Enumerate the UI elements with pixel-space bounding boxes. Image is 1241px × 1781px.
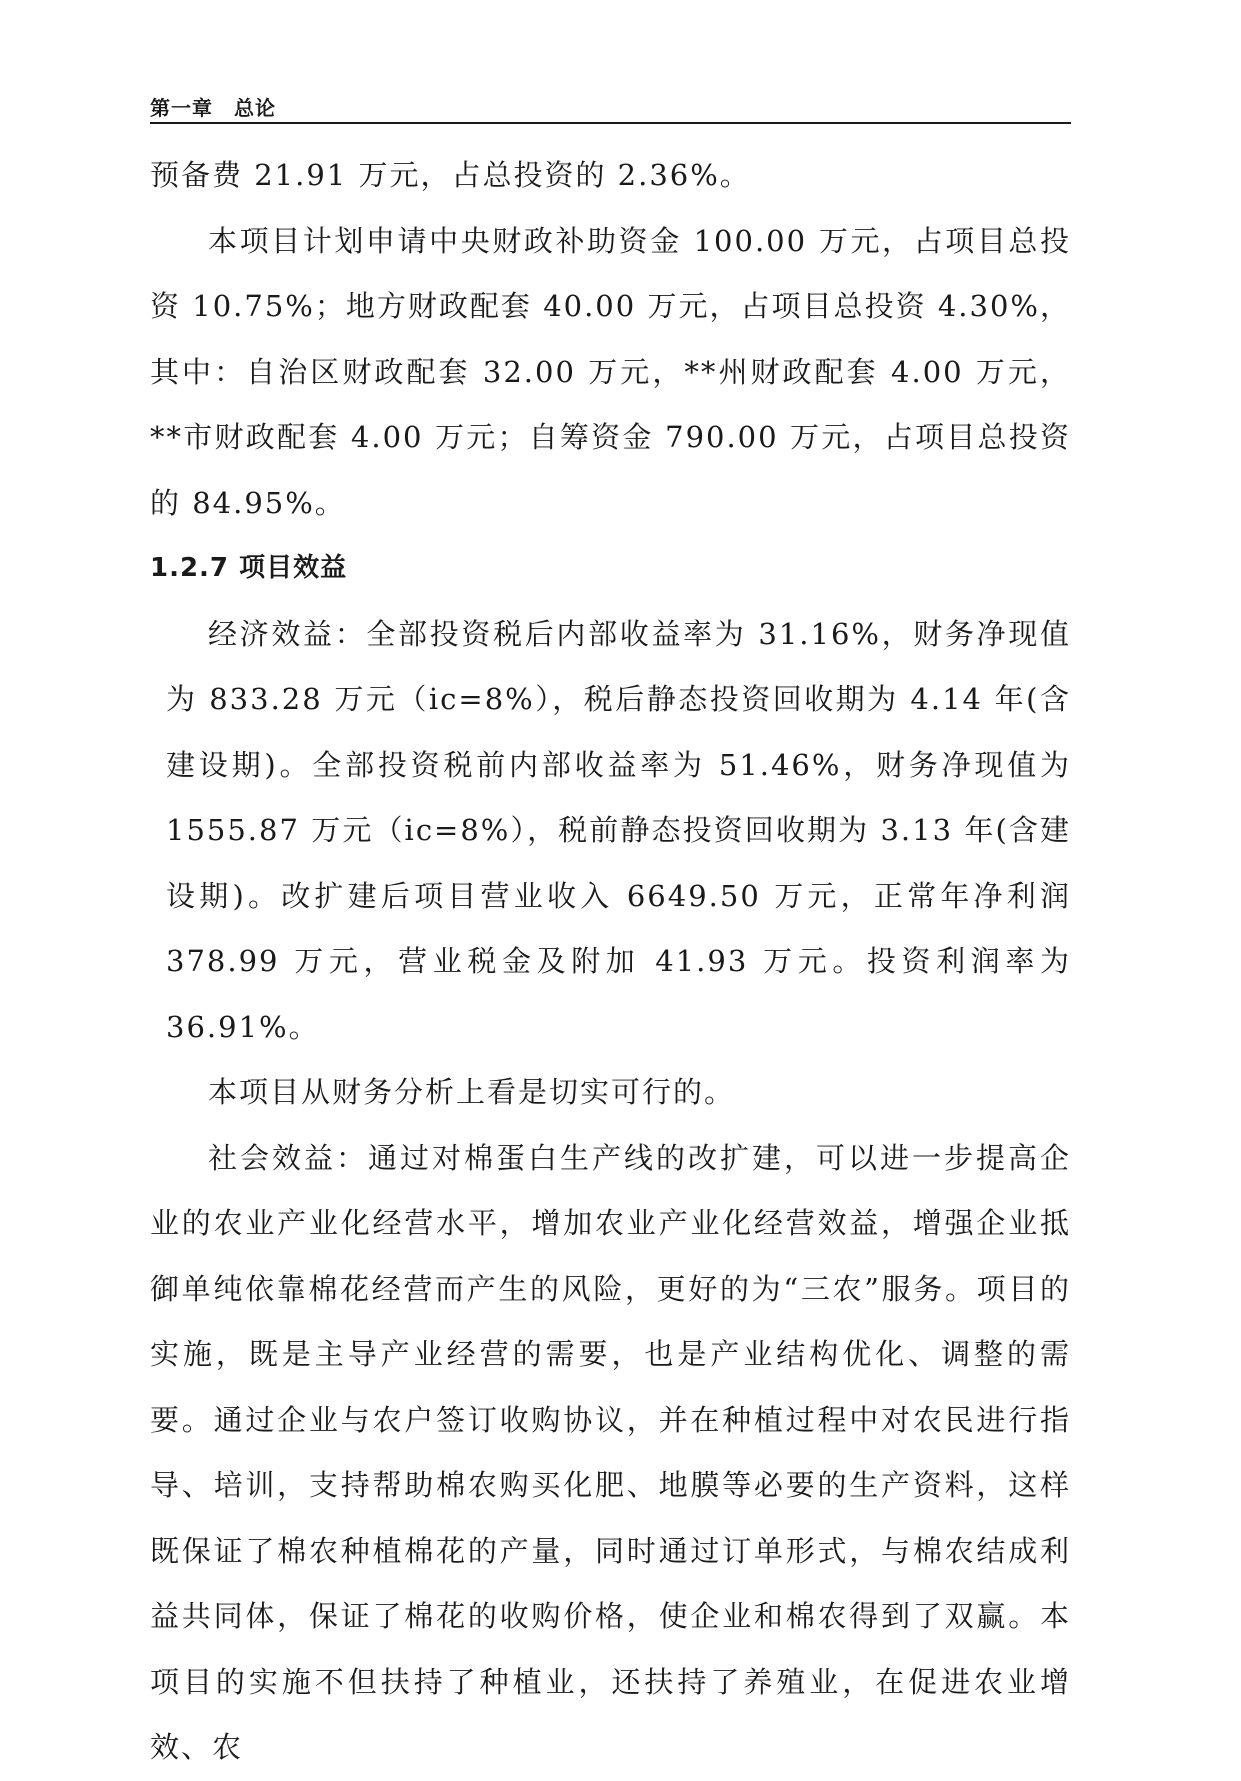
paragraph-economic-benefit: 经济效益：全部投资税后内部收益率为 31.16%，财务净现值为 833.28 万元（ic=8%），税后静态投资回收期为 4.14 年(含建设期)。全部投资税前内部收益率为 51.46%，财务净现值为 1555.87 万元（ic=8%），税前静态投资回收期为 3.13 年(含建设期)。改扩建后项目营业收入 6649.50 万元，正常年净利润 378.99 万元，营业税金及附加 41.93 万元。投资利润率为 36.91%。: [166, 616, 1071, 1044]
document-body: [150, 143, 1071, 1781]
section-heading: 1.2.7 项目效益: [150, 553, 348, 583]
paragraph-social-benefit: 社会效益：通过对棉蛋白生产线的改扩建，可以进一步提高企业的农业产业化经营水平，增加农业产业化经营效益，增强企业抵御单纯依靠棉花经营而产生的风险，更好的为“三农”服务。项目的实施，既是主导产业经营的需要，也是产业结构优化、调整的需要。通过企业与农户签订收购协议，并在种植过程中对农民进行指导、培训，支持帮助棉农购买化肥、地膜等必要的生产资料，这样既保证了棉农种植棉花的产量，同时通过订单形式，与棉农结成利益共同体，保证了棉花的收购价格，使企业和棉农得到了双赢。本项目的实施不但扶持了种植业，还扶持了养殖业，在促进农业增效、农: [150, 1140, 1071, 1764]
paragraph-contingency: 预备费 21.91 万元，占总投资的 2.36%。: [150, 158, 751, 192]
chapter-title: 第一章 总论: [150, 96, 276, 120]
page-header: [150, 88, 1071, 124]
paragraph-feasibility: 本项目从财务分析上看是切实可行的。: [208, 1075, 736, 1109]
paragraph-funding: 本项目计划申请中央财政补助资金 100.00 万元，占项目总投资 10.75%；地方财政配套 40.00 万元，占项目总投资 4.30%，其中：自治区财政配套 32.00 万元，**州财政配套 4.00 万元，**市财政配套 4.00 万元；自筹资金 790.00 万元，占项目总投资的 84.95%。: [150, 223, 1071, 520]
